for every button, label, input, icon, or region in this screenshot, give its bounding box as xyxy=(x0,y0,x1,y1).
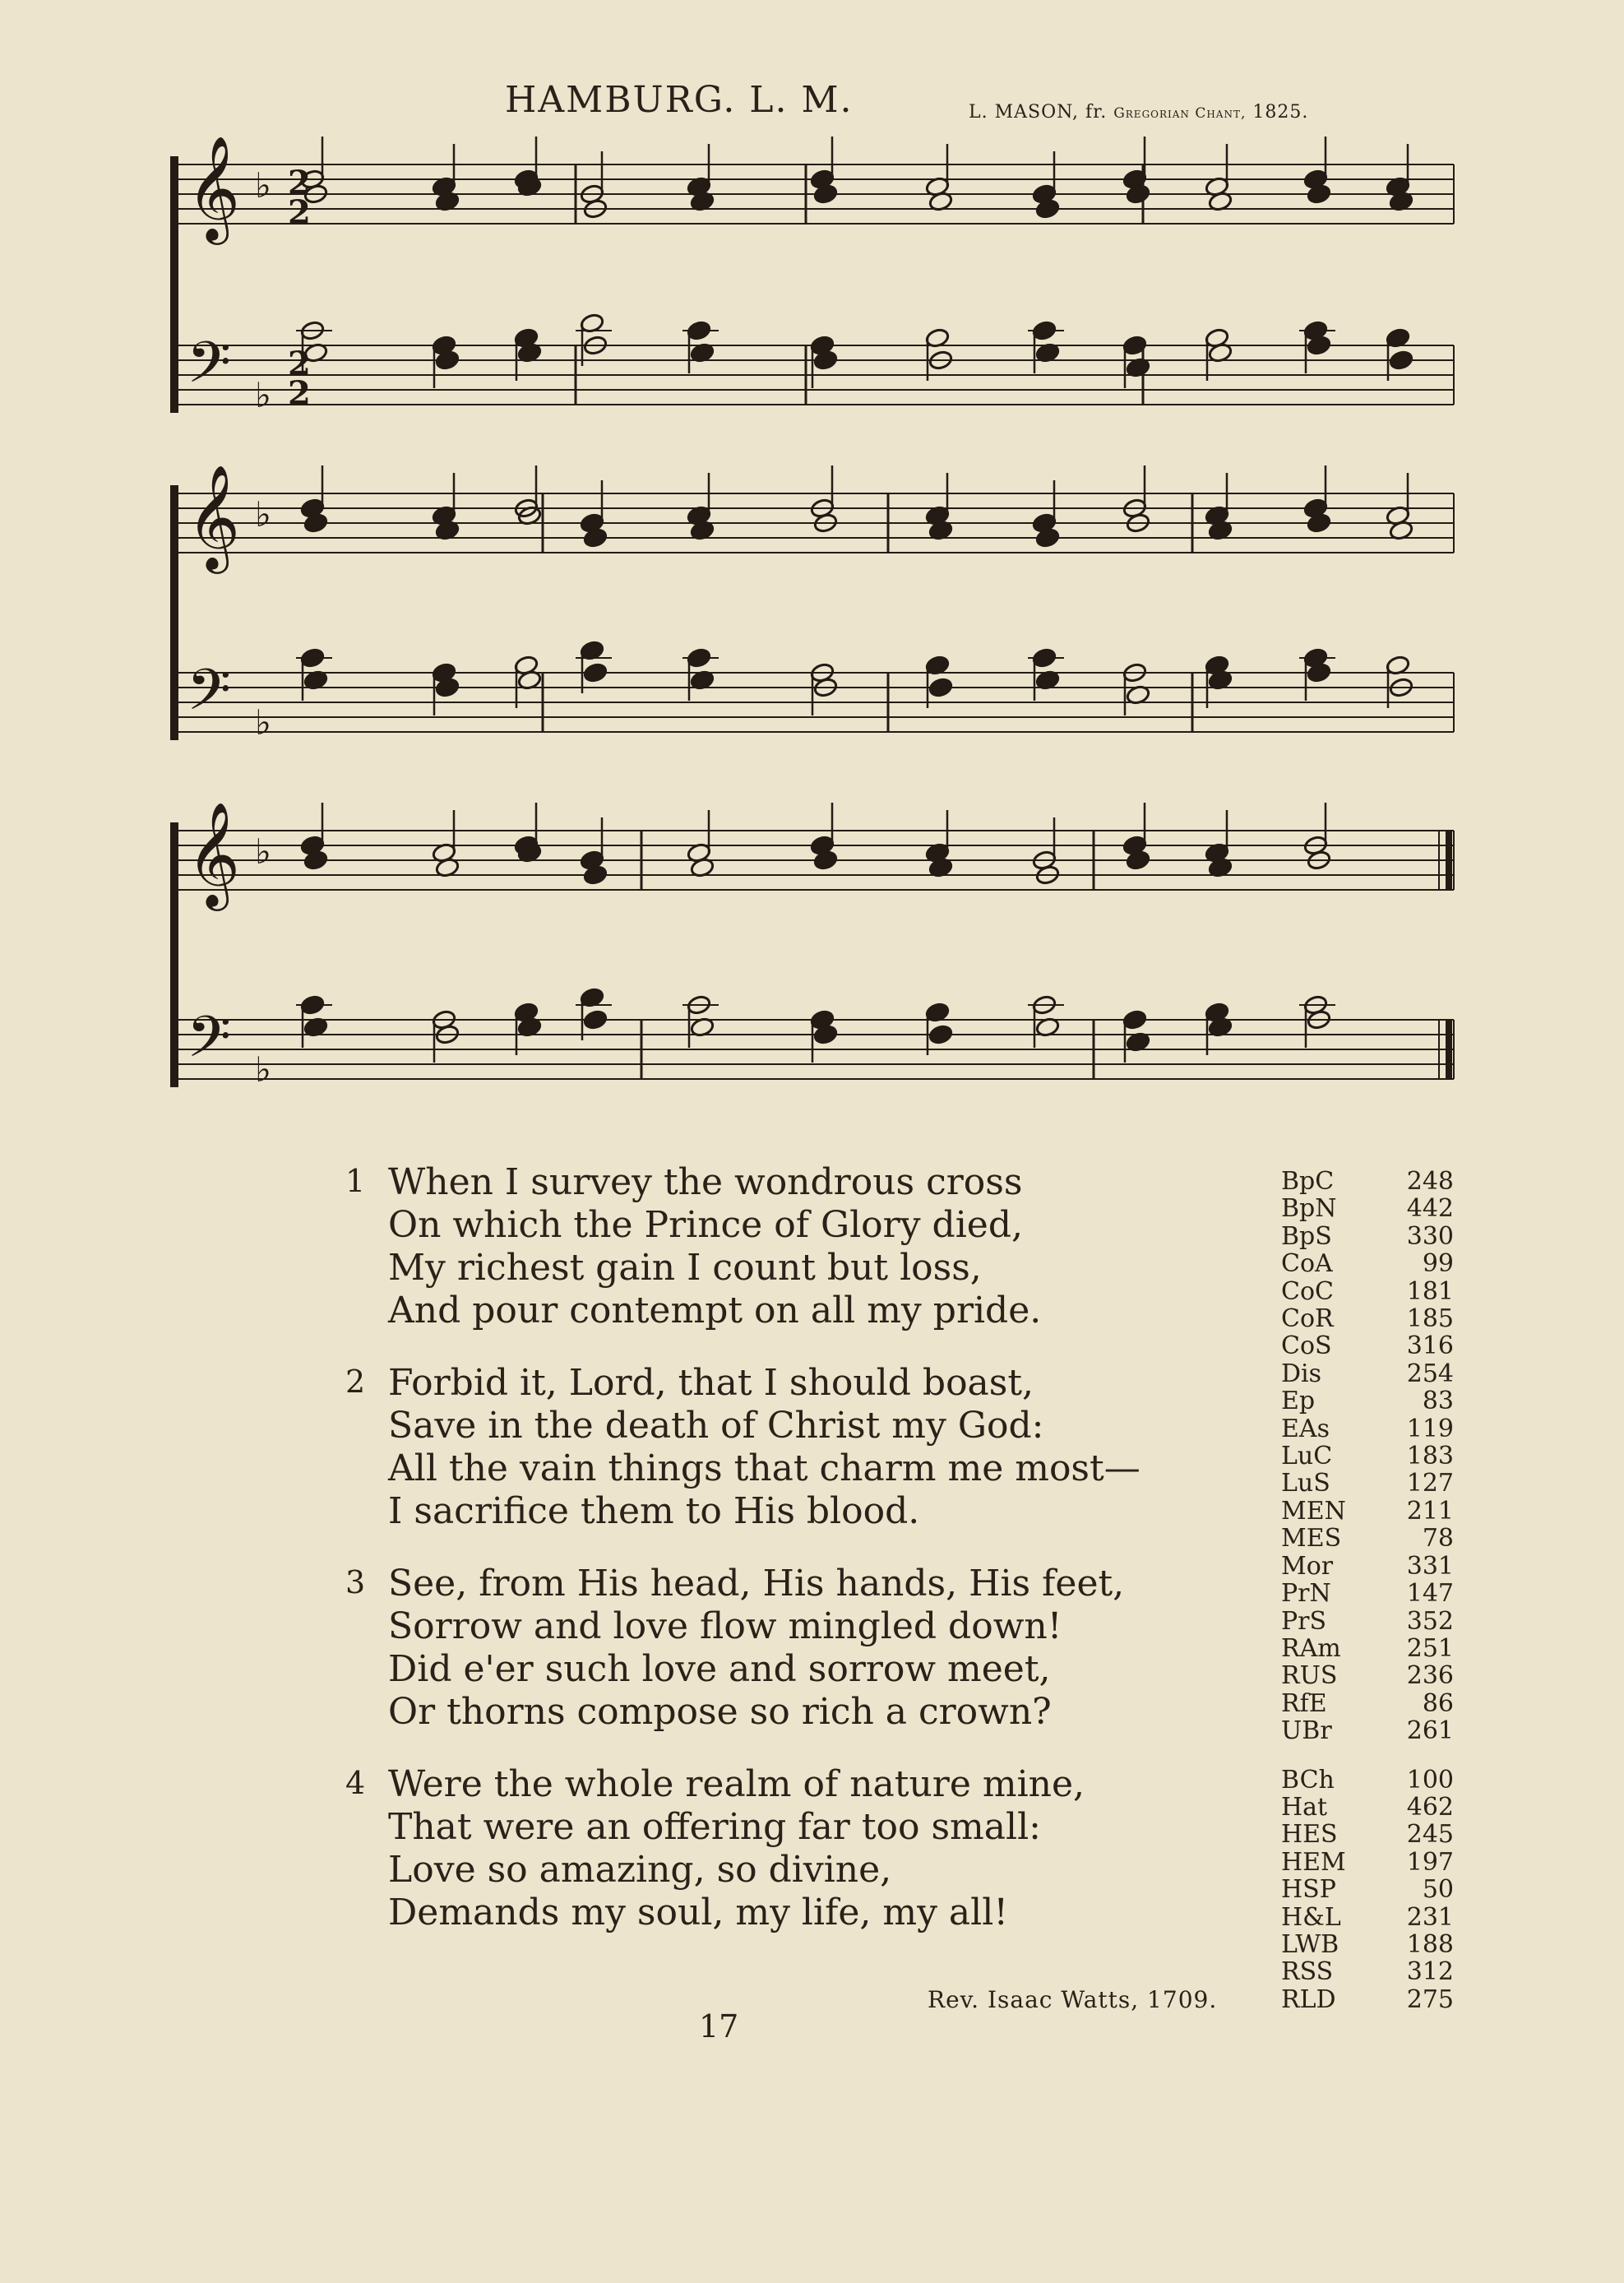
cross-reference-index xyxy=(1281,1168,1454,2013)
reference-page: 245 xyxy=(1406,1820,1454,1850)
reference-page: 127 xyxy=(1406,1469,1454,1498)
reference-page: 248 xyxy=(1406,1167,1454,1196)
flat-icon: ♭ xyxy=(255,494,271,535)
verse-number: 2 xyxy=(345,1364,366,1400)
reference-entry xyxy=(1281,1794,1454,1821)
reference-page: 83 xyxy=(1422,1387,1454,1416)
reference-entry xyxy=(1281,1717,1454,1744)
time-signature-top: 2 xyxy=(288,164,311,202)
reference-code: BpN xyxy=(1281,1194,1337,1224)
verse-line: Demands my soul, my life, my all! xyxy=(388,1892,1008,1933)
reference-page: 330 xyxy=(1406,1221,1454,1251)
reference-code: Mor xyxy=(1281,1551,1334,1581)
reference-entry xyxy=(1281,1904,1454,1931)
reference-entry xyxy=(1281,1931,1454,1958)
verse-3 xyxy=(345,1563,1141,1734)
reference-entry xyxy=(1281,1553,1454,1580)
reference-code: CoA xyxy=(1281,1249,1333,1279)
reference-entry xyxy=(1281,1387,1454,1415)
verse-line: And pour contempt on all my pride. xyxy=(388,1290,1042,1331)
verse-line: Sorrow and love flow mingled down! xyxy=(388,1605,1062,1647)
reference-entry xyxy=(1281,1498,1454,1525)
reference-page: 275 xyxy=(1406,1984,1454,2014)
reference-entry xyxy=(1281,1278,1454,1305)
reference-entry xyxy=(1281,1223,1454,1250)
credit-year: 1825. xyxy=(1252,102,1309,123)
flat-icon: ♭ xyxy=(255,1049,271,1090)
reference-code: HEM xyxy=(1281,1847,1346,1877)
reference-code: BpC xyxy=(1281,1167,1335,1196)
verse-4 xyxy=(345,1763,1141,1934)
reference-entry xyxy=(1281,1821,1454,1848)
reference-code: CoS xyxy=(1281,1331,1332,1361)
note-head xyxy=(928,677,954,698)
reference-entry xyxy=(1281,1690,1454,1717)
bass-clef: 𝄢 xyxy=(187,656,232,737)
reference-entry xyxy=(1281,1250,1454,1277)
verse-line: Forbid it, Lord, that I should boast, xyxy=(388,1362,1034,1404)
reference-entry xyxy=(1281,1958,1454,1985)
verse-line: On which the Prince of Glory died, xyxy=(388,1204,1023,1246)
reference-code: RUS xyxy=(1281,1661,1338,1691)
reference-page: 50 xyxy=(1422,1875,1454,1905)
reference-entry xyxy=(1281,1662,1454,1689)
reference-page: 211 xyxy=(1406,1496,1454,1526)
reference-code: CoC xyxy=(1281,1276,1334,1306)
reference-code: Hat xyxy=(1281,1792,1328,1822)
reference-code: LWB xyxy=(1281,1929,1339,1959)
reference-page: 147 xyxy=(1406,1579,1454,1609)
reference-code: EAs xyxy=(1281,1414,1330,1443)
reference-page: 86 xyxy=(1422,1688,1454,1718)
reference-entry xyxy=(1281,1635,1454,1662)
reference-entry xyxy=(1281,1195,1454,1222)
note-head xyxy=(928,1024,954,1045)
verse-line: Love so amazing, so divine, xyxy=(388,1849,892,1891)
reference-code: Dis xyxy=(1281,1359,1322,1388)
note-head xyxy=(1122,1009,1148,1030)
time-signature-bottom: 2 xyxy=(288,374,311,413)
bass-clef: 𝄢 xyxy=(187,1003,232,1084)
reference-entry xyxy=(1281,1360,1454,1387)
reference-code: Ep xyxy=(1281,1387,1316,1416)
reference-page: 261 xyxy=(1406,1716,1454,1746)
reference-entry xyxy=(1281,1876,1454,1903)
reference-entry xyxy=(1281,1168,1454,1195)
reference-spacer xyxy=(1281,1745,1454,1767)
reference-entry xyxy=(1281,1525,1454,1552)
treble-clef: 𝄞 xyxy=(187,801,241,906)
verse-2 xyxy=(345,1362,1141,1533)
reference-entry xyxy=(1281,1415,1454,1443)
reference-page: 254 xyxy=(1406,1359,1454,1388)
treble-clef: 𝄞 xyxy=(187,135,241,240)
verse-line: When I survey the wondrous cross xyxy=(388,1161,1023,1203)
verse-number: 4 xyxy=(345,1765,366,1801)
reference-page: 188 xyxy=(1406,1929,1454,1959)
verse-number: 1 xyxy=(345,1163,366,1199)
verse-line: That were an offering far too small: xyxy=(388,1806,1041,1848)
verse-line: I sacrifice them to His blood. xyxy=(388,1490,920,1532)
reference-code: H&L xyxy=(1281,1902,1341,1932)
author-credit: Rev. Isaac Watts, 1709. xyxy=(928,1986,1218,2013)
reference-code: MES xyxy=(1281,1524,1342,1554)
final-bar xyxy=(1446,831,1452,890)
reference-entry xyxy=(1281,1332,1454,1359)
reference-code: BpS xyxy=(1281,1221,1332,1251)
reference-entry xyxy=(1281,1608,1454,1635)
reference-page: 236 xyxy=(1406,1661,1454,1691)
reference-entry xyxy=(1281,1849,1454,1876)
verse-line: All the vain things that charm me most— xyxy=(388,1447,1141,1489)
credit-prefix: L. MASON, fr. xyxy=(969,102,1108,123)
hymn-title: HAMBURG. L. M. xyxy=(505,79,854,121)
flat-icon: ♭ xyxy=(255,702,271,743)
reference-page: 78 xyxy=(1422,1524,1454,1554)
reference-page: 181 xyxy=(1406,1276,1454,1306)
verse-line: My richest gain I count but loss, xyxy=(388,1247,982,1289)
note-head xyxy=(583,1009,608,1030)
reference-code: PrS xyxy=(1281,1606,1327,1636)
treble-clef: 𝄞 xyxy=(187,464,241,569)
verse-line: Did e'er such love and sorrow meet, xyxy=(388,1648,1051,1690)
reference-code: LuS xyxy=(1281,1469,1330,1498)
credit-source: Gregorian Chant, xyxy=(1113,105,1247,122)
reference-code: HSP xyxy=(1281,1875,1336,1905)
reference-entry xyxy=(1281,1443,1454,1470)
reference-page: 197 xyxy=(1406,1847,1454,1877)
bass-clef: 𝄢 xyxy=(187,329,232,410)
reference-page: 352 xyxy=(1406,1606,1454,1636)
note-head xyxy=(1389,350,1414,371)
reference-code: RSS xyxy=(1281,1957,1334,1987)
reference-page: 312 xyxy=(1406,1957,1454,1987)
music-score xyxy=(0,0,1624,1135)
verse-line: Were the whole realm of nature mine, xyxy=(388,1763,1085,1805)
reference-entry xyxy=(1281,1986,1454,2013)
reference-page: 316 xyxy=(1406,1331,1454,1361)
reference-code: HES xyxy=(1281,1820,1338,1850)
reference-page: 231 xyxy=(1406,1902,1454,1932)
reference-code: RfE xyxy=(1281,1688,1327,1718)
page-number: 17 xyxy=(699,2008,739,2045)
system-bar xyxy=(170,822,178,1087)
reference-page: 462 xyxy=(1406,1792,1454,1822)
reference-page: 183 xyxy=(1406,1442,1454,1471)
reference-page: 331 xyxy=(1406,1551,1454,1581)
verses xyxy=(345,1161,1141,1964)
reference-page: 251 xyxy=(1406,1633,1454,1663)
final-bar xyxy=(1446,1020,1452,1079)
verse-number: 3 xyxy=(345,1564,366,1600)
reference-page: 119 xyxy=(1406,1414,1454,1443)
flat-icon: ♭ xyxy=(255,831,271,872)
flat-icon: ♭ xyxy=(255,165,271,206)
note-head xyxy=(583,662,608,683)
flat-icon: ♭ xyxy=(255,375,271,415)
reference-code: BCh xyxy=(1281,1765,1335,1794)
reference-page: 442 xyxy=(1406,1194,1454,1224)
verse-line: See, from His head, His hands, His feet, xyxy=(388,1563,1125,1605)
reference-code: RLD xyxy=(1281,1984,1336,2014)
verse-1 xyxy=(345,1161,1141,1332)
reference-code: PrN xyxy=(1281,1579,1331,1609)
reference-page: 99 xyxy=(1422,1249,1454,1279)
reference-entry xyxy=(1281,1305,1454,1332)
reference-code: MEN xyxy=(1281,1496,1346,1526)
reference-page: 100 xyxy=(1406,1765,1454,1794)
reference-code: UBr xyxy=(1281,1716,1332,1746)
reference-entry xyxy=(1281,1470,1454,1497)
reference-page: 185 xyxy=(1406,1304,1454,1334)
reference-code: CoR xyxy=(1281,1304,1334,1334)
reference-code: LuC xyxy=(1281,1442,1333,1471)
verse-line: Or thorns compose so rich a crown? xyxy=(388,1691,1052,1733)
reference-code: RAm xyxy=(1281,1633,1341,1663)
reference-entry xyxy=(1281,1767,1454,1794)
reference-entry xyxy=(1281,1580,1454,1607)
verse-line: Save in the death of Christ my God: xyxy=(388,1405,1044,1447)
time-signature-top: 2 xyxy=(288,345,311,383)
time-signature-bottom: 2 xyxy=(288,193,311,232)
